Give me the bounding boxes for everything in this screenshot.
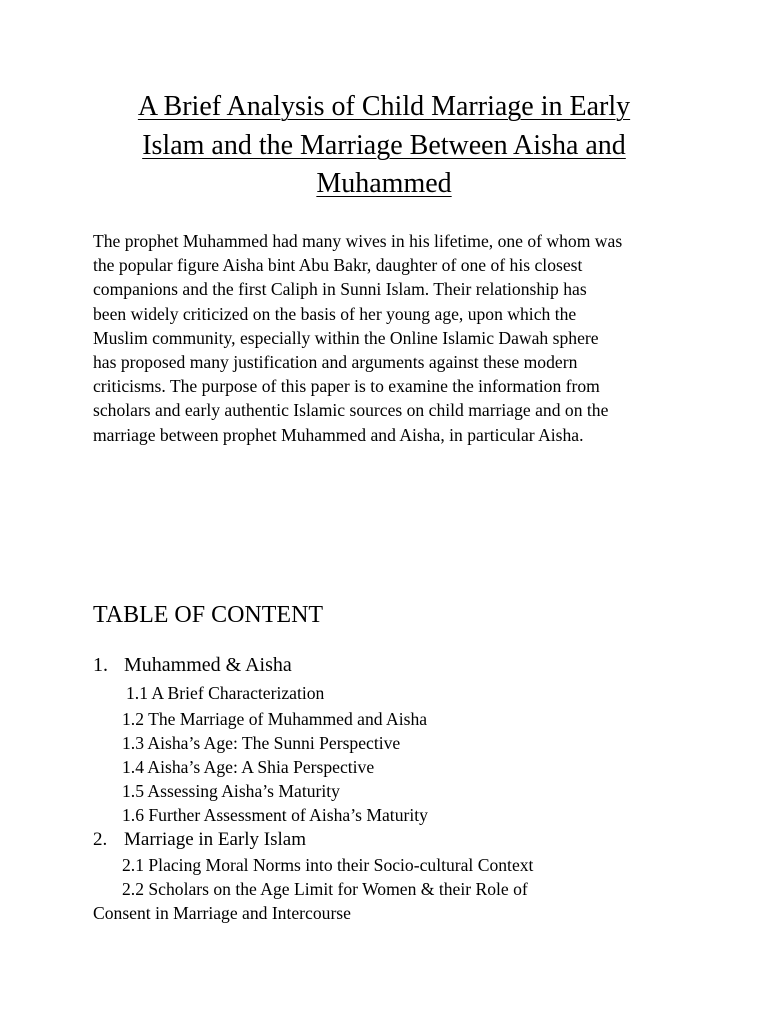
abstract-line: been widely criticized on the basis of her young age, upon which the [93, 303, 577, 324]
toc-item: 1.5 Assessing Aisha’s Maturity [122, 781, 340, 801]
abstract-line: scholars and early authentic Islamic sources on child marriage and on the [93, 400, 609, 421]
abstract-line: the popular figure Aisha bint Abu Bakr, daughter of one of his closest [93, 255, 583, 276]
toc-item: 2.2 Scholars on the Age Limit for Women & their Role of [122, 879, 528, 899]
title-line-3: Muhammed [316, 168, 452, 199]
abstract-line: marriage between prophet Muhammed and Aisha, in particular Aisha. [93, 424, 584, 445]
toc-heading: TABLE OF CONTENT [93, 602, 324, 628]
abstract-paragraph [93, 229, 693, 447]
abstract-line: The prophet Muhammed had many wives in his lifetime, one of whom was [93, 231, 623, 251]
toc-item: 1.6 Further Assessment of Aisha’s Maturity [122, 805, 428, 825]
abstract-line: has proposed many justification and arguments against these modern [93, 352, 578, 373]
abstract-line: companions and the first Caliph in Sunni Islam. Their relationship has [93, 279, 587, 300]
toc-item: 1.2 The Marriage of Muhammed and Aisha [122, 709, 428, 729]
toc-section-number: 1. [93, 654, 108, 676]
title-line-2: Islam and the Marriage Between Aisha and [142, 129, 626, 161]
toc-item-continuation: Consent in Marriage and Intercourse [93, 903, 351, 923]
title-line-1: A Brief Analysis of Child Marriage in Early [137, 91, 631, 122]
abstract-line: Muslim community, especially within the Online Islamic Dawah sphere [93, 327, 599, 348]
abstract-line: criticisms. The purpose of this paper is to examine the information from [93, 376, 600, 397]
toc-section-2 [93, 828, 306, 852]
toc-section-number: 2. [93, 829, 108, 850]
toc-item: 1.3 Aisha’s Age: The Sunni Perspective [122, 733, 401, 753]
toc-item: 1.4 Aisha’s Age: A Shia Perspective [122, 757, 375, 777]
toc-item: 2.1 Placing Moral Norms into their Socio-cultural Context [122, 855, 534, 875]
toc-item: 1.1 A Brief Characterization [126, 683, 325, 703]
toc-section-1 [93, 653, 292, 677]
toc-section-label: Marriage in Early Islam [124, 829, 307, 850]
toc-section-label: Muhammed & Aisha [124, 654, 292, 676]
document-title [70, 88, 698, 204]
